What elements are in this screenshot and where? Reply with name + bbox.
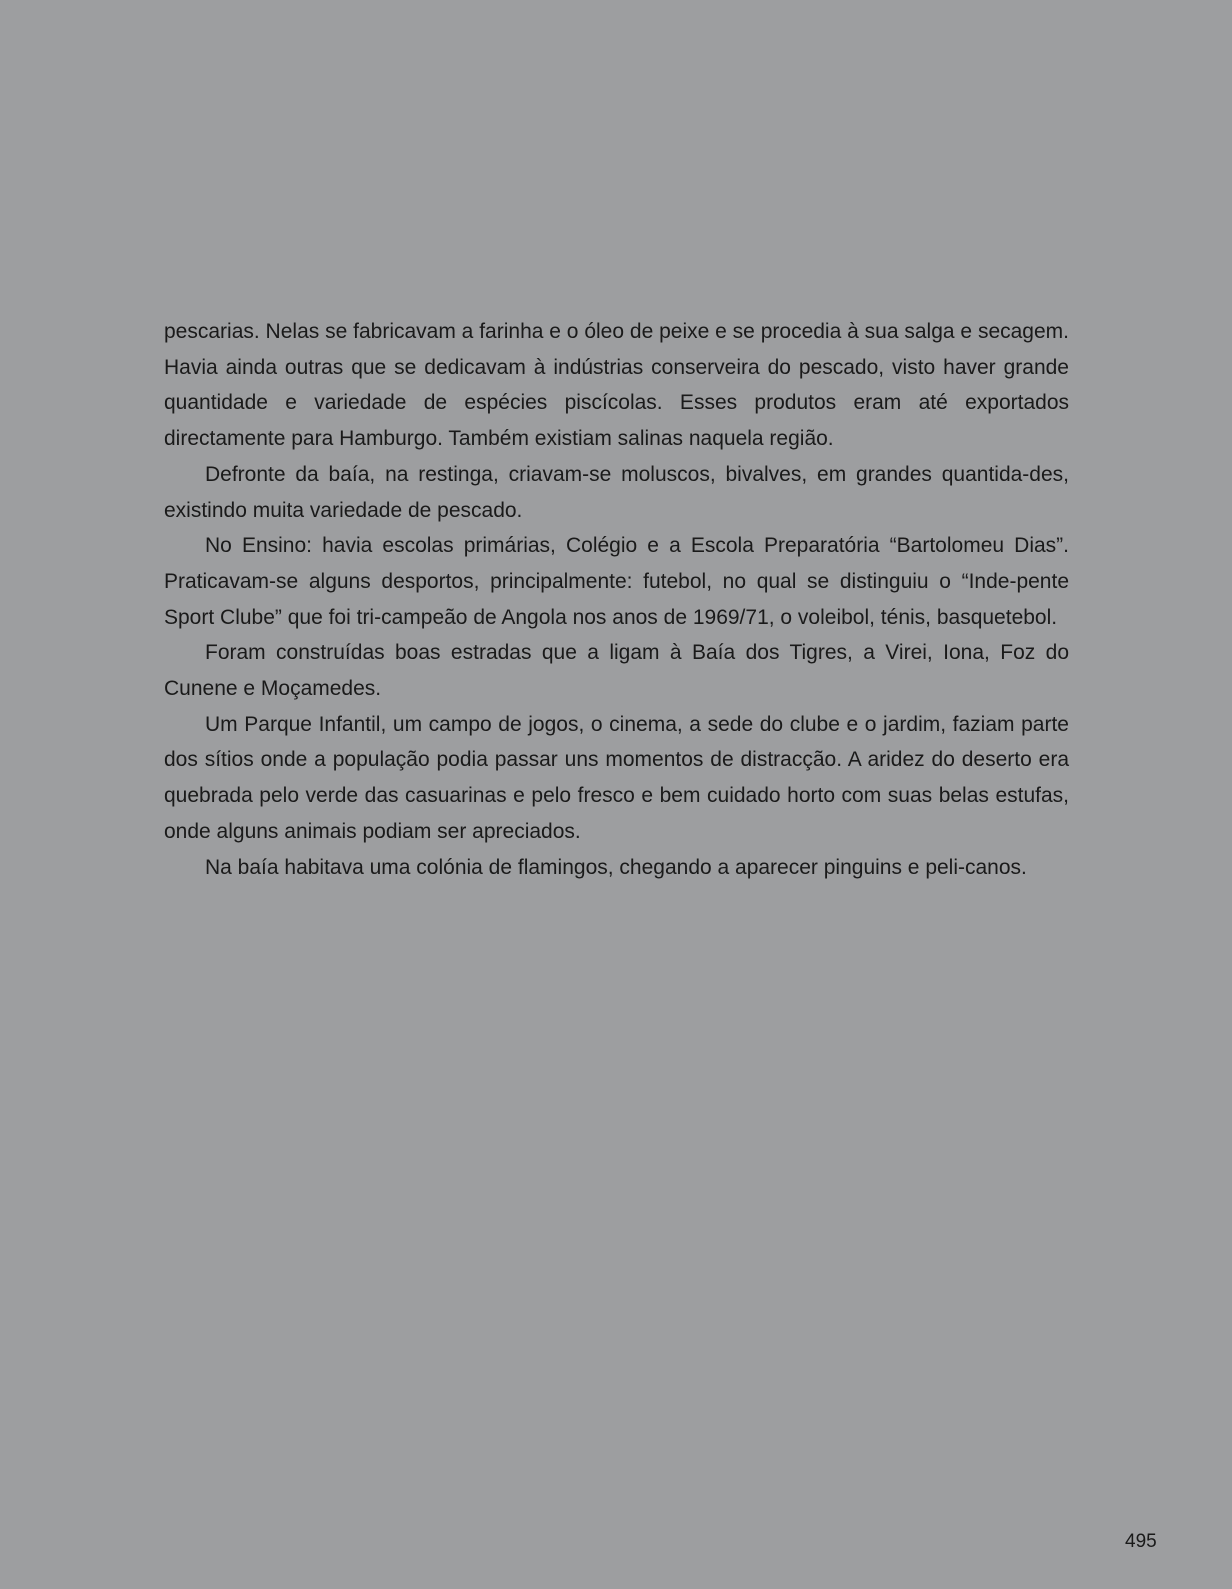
paragraph-ensino: No Ensino: havia escolas primárias, Colégio e a Escola Preparatória “Bartolomeu Dias”. Praticavam-se alguns desportos, principalmente: futebol, no qual se distinguiu o “Inde-pente Sport Clube” que foi tri-campeão de Angola nos anos de 1969/71, o voleibol, ténis, basquetebol. xyxy=(164,534,1069,629)
paragraph-estradas: Foram construídas boas estradas que a ligam à Baía dos Tigres, a Virei, Iona, Foz do Cunene e Moçamedes. xyxy=(164,641,1069,701)
paragraph-continuation: pescarias. Nelas se fabricavam a farinha e o óleo de peixe e se procedia à sua salga e secagem. Havia ainda outras que se dedicavam à indústrias conserveira do pescado, visto haver grande quantidade e variedade de espécies piscícolas. Esses produtos eram até exportados directamente para Hamburgo. Também existiam salinas naquela região. xyxy=(164,320,1069,451)
page-number: 495 xyxy=(1125,1531,1157,1552)
body-text xyxy=(164,314,1069,885)
paragraph-parque: Um Parque Infantil, um campo de jogos, o cinema, a sede do clube e o jardim, faziam parte dos sítios onde a população podia passar uns momentos de distracção. A aridez do deserto era quebrada pelo verde das casuarinas e pelo fresco e bem cuidado horto com suas belas estufas, onde alguns animais podiam ser apreciados. xyxy=(164,712,1069,843)
paragraph-restinga: Defronte da baía, na restinga, criavam-se moluscos, bivalves, em grandes quantida-des, existindo muita variedade de pescado. xyxy=(164,462,1069,522)
paragraph-flamingos: Na baía habitava uma colónia de flamingos, chegando a aparecer pinguins e peli-canos. xyxy=(205,855,1027,879)
